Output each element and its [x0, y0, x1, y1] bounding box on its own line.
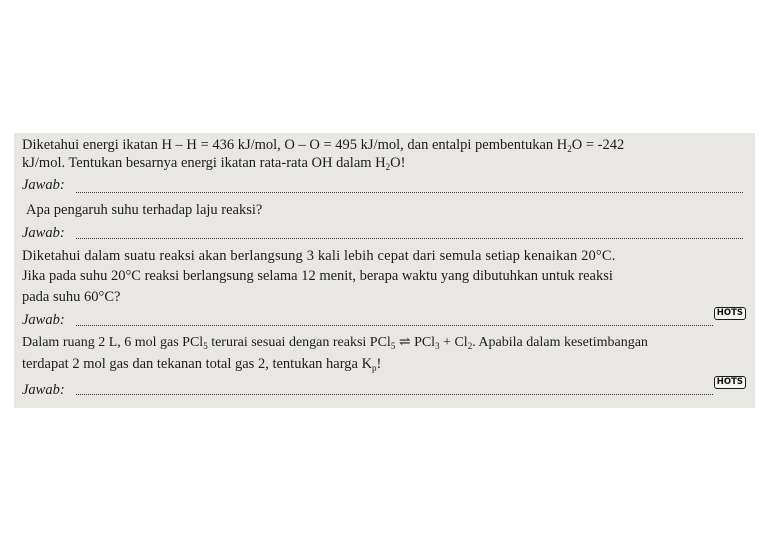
q4-subscript-3: 3: [435, 341, 440, 351]
question-1-line-2: [22, 154, 405, 172]
answer-label-4: Jawab:: [22, 382, 65, 398]
q1-text-d: O!: [390, 155, 406, 171]
q4-text-e: . Apabila dalam kesetimbangan: [472, 335, 648, 350]
q4-text-b: terurai sesuai dengan reaksi PCl: [207, 335, 391, 350]
answer-label-1: Jawab:: [22, 177, 65, 193]
q4-subscript-2: 5: [390, 341, 396, 351]
answer-line-1[interactable]: [76, 192, 743, 193]
q4-text-c: PCl: [414, 335, 436, 350]
question-3-line-2: Jika pada suhu 20°C reaksi berlangsung selama 12 menit, berapa waktu yang dibutuhkan untuk reaksi: [22, 268, 613, 284]
question-3-line-3: pada suhu 60°C?: [22, 289, 121, 305]
hots-badge-2: HOTS: [714, 376, 746, 389]
q4-text-d: + Cl: [439, 335, 468, 350]
q4-text-a: Dalam ruang 2 L, 6 mol gas PCl: [22, 335, 204, 350]
answer-line-2[interactable]: [76, 238, 743, 239]
worksheet-page: [14, 133, 755, 408]
q1-text-b: O = -242: [571, 137, 625, 153]
answer-label-2: Jawab:: [22, 225, 65, 241]
q4-subscript-4: 2: [467, 341, 473, 351]
hots-badge-1: HOTS: [714, 307, 746, 320]
equilibrium-arrow-icon: ⇌: [395, 335, 415, 350]
q4-subscript-5: p: [372, 363, 377, 373]
question-4-line-1: [22, 334, 648, 352]
answer-line-4[interactable]: [76, 394, 713, 395]
q4-text-g: !: [376, 356, 382, 372]
q4-subscript-1: 5: [203, 341, 208, 351]
q1-subscript-2: 2: [385, 162, 391, 172]
question-1-line-1: [22, 136, 624, 154]
question-4-line-2: [22, 355, 381, 373]
question-2-line-1: Apa pengaruh suhu terhadap laju reaksi?: [26, 202, 263, 218]
answer-label-3: Jawab:: [22, 312, 65, 328]
q1-text-c: kJ/mol. Tentukan besarnya energi ikatan rata-rata OH dalam H: [22, 155, 386, 171]
question-3-line-1: Diketahui dalam suatu reaksi akan berlangsung 3 kali lebih cepat dari semula setiap kenaikan 20°C.: [22, 248, 616, 264]
answer-line-3[interactable]: [76, 325, 713, 326]
q4-text-f: terdapat 2 mol gas dan tekanan total gas 2, tentukan harga K: [22, 356, 373, 372]
q1-text-a: Diketahui energi ikatan H – H = 436 kJ/mol, O – O = 495 kJ/mol, dan entalpi pembentukan H: [22, 137, 568, 153]
q1-subscript: 2: [567, 144, 572, 154]
